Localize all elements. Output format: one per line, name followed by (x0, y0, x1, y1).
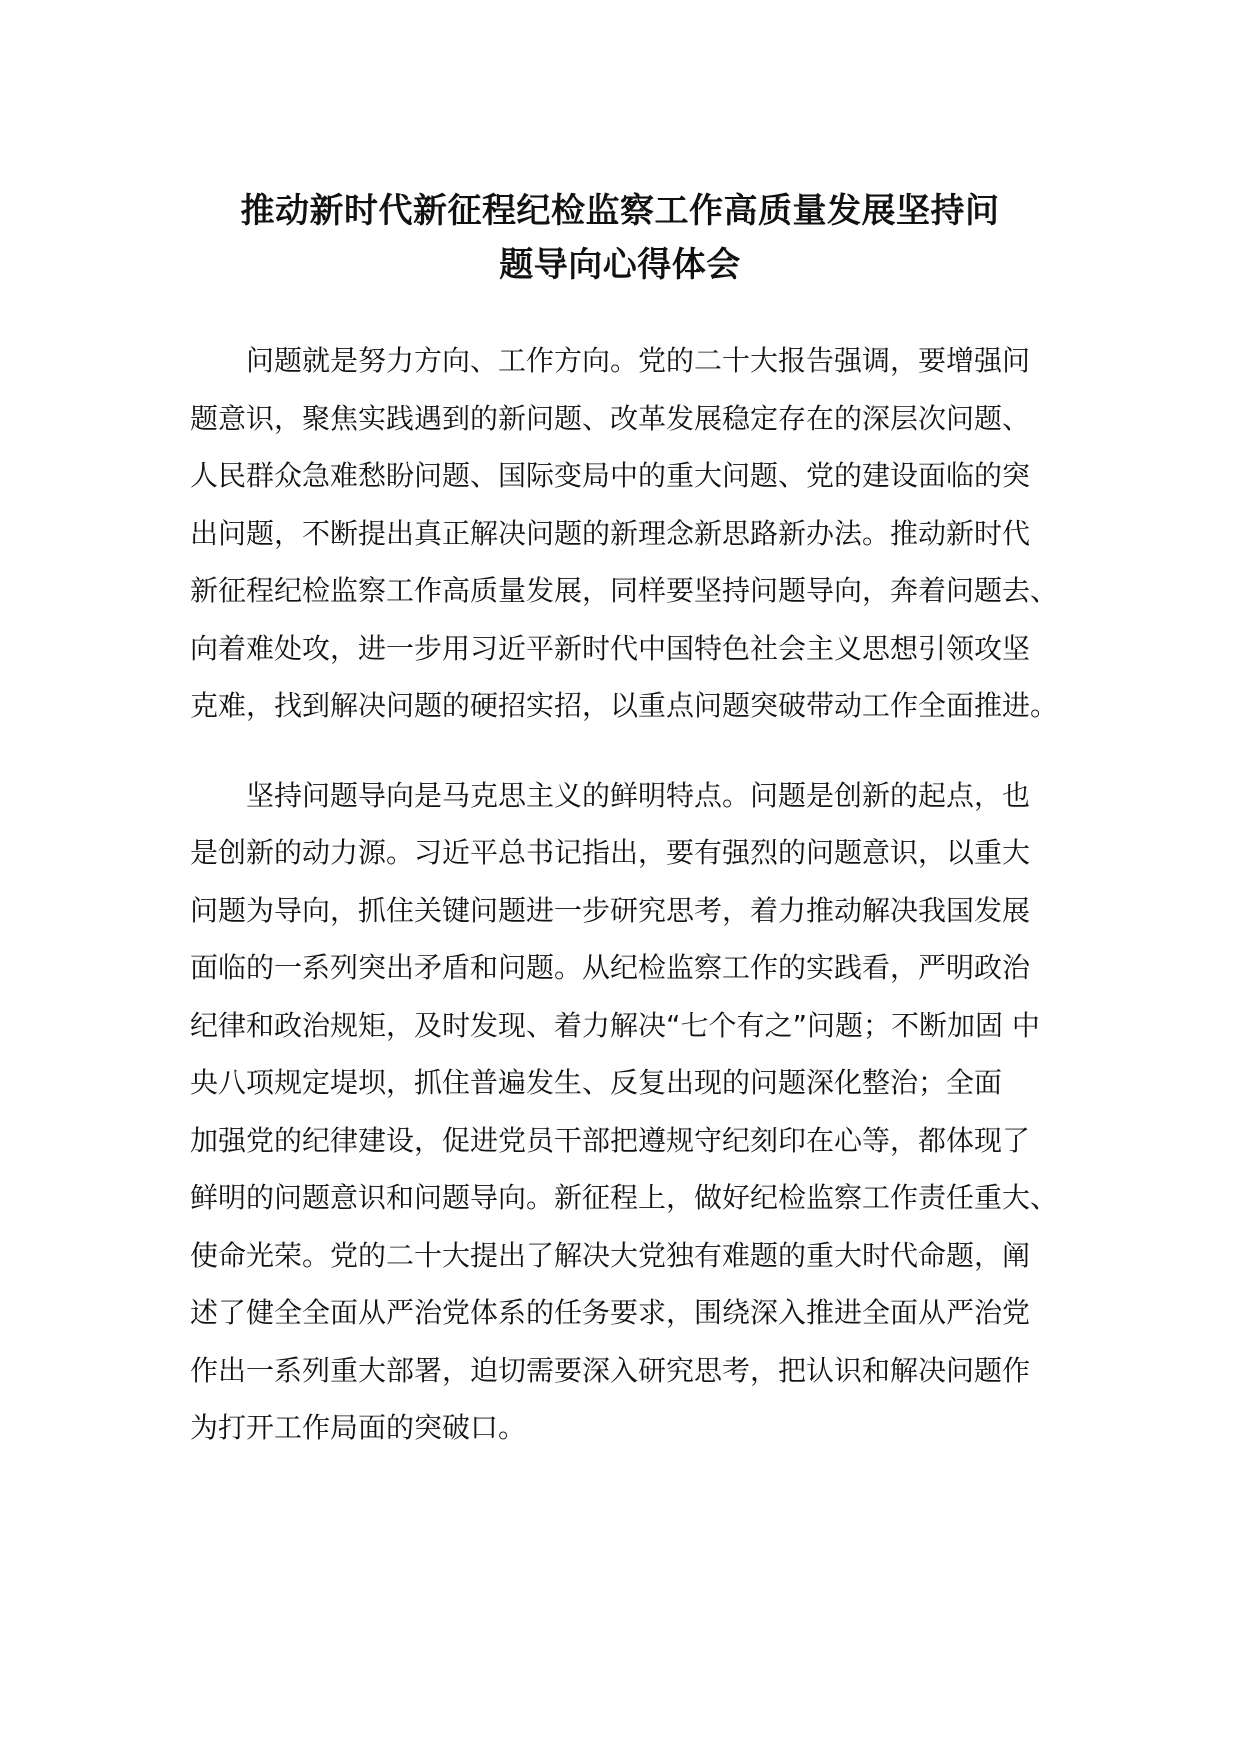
paragraph-line: 纪律和政治规矩，及时发现、着力解决“七个有之”问题；不断加固 中 (190, 1008, 1040, 1042)
paragraph-line: 人民群众急难愁盼问题、国际变局中的重大问题、党的建设面临的突 (190, 459, 1031, 492)
paragraph-line: 题意识，聚焦实践遇到的新问题、改革发展稳定存在的深层次问题、 (190, 401, 1031, 435)
paragraph-line: 新征程纪检监察工作高质量发展，同样要坚持问题导向，奔着问题去、 (190, 574, 1059, 607)
paragraph-line: 作出一系列重大部署，迫切需要深入研究思考，把认识和解决问题作 (190, 1353, 1031, 1387)
title-line-1: 推动新时代新征程纪检监察工作高质量发展坚持问 (240, 191, 1000, 231)
paragraph-line: 央八项规定堤坝，抓住普遍发生、反复出现的问题深化整治；全面 (190, 1066, 1003, 1099)
paragraph-line: 问题就是努力方向、工作方向。党的二十大报告强调，要增强问 (246, 344, 1031, 377)
document-title (190, 184, 1050, 292)
paragraph-line: 问题为导向，抓住关键问题进一步研究思考，着力推动解决我国发展 (190, 893, 1031, 927)
paragraph-line: 为打开工作局面的突破口。 (190, 1411, 527, 1444)
paragraph-line: 是创新的动力源。习近平总书记指出，要有强烈的问题意识，以重大 (190, 836, 1031, 869)
paragraph-line: 克难，找到解决问题的硬招实招，以重点问题突破带动工作全面推进。 (190, 689, 1059, 722)
paragraph-2 (190, 767, 1070, 1457)
paragraph-1 (190, 332, 1070, 735)
paragraph-line: 向着难处攻，进一步用习近平新时代中国特色社会主义思想引领攻坚 (190, 631, 1031, 665)
paragraph-line: 面临的一系列突出矛盾和问题。从纪检监察工作的实践看，严明政治 (190, 951, 1031, 984)
title-line-2: 题导向心得体会 (499, 245, 741, 285)
paragraph-line: 述了健全全面从严治党体系的任务要求，围绕深入推进全面从严治党 (190, 1296, 1031, 1329)
document-body (190, 332, 1070, 1457)
paragraph-line: 坚持问题导向是马克思主义的鲜明特点。问题是创新的起点，也 (246, 778, 1031, 812)
paragraph-line: 使命光荣。党的二十大提出了解决大党独有难题的重大时代命题，阐 (190, 1238, 1031, 1272)
paragraph-line: 鲜明的问题意识和问题导向。新征程上，做好纪检监察工作责任重大、 (190, 1181, 1059, 1214)
paragraph-line: 出问题，不断提出真正解决问题的新理念新思路新办法。推动新时代 (190, 516, 1031, 550)
paragraph-line: 加强党的纪律建设，促进党员干部把遵规守纪刻印在心等，都体现了 (190, 1123, 1031, 1157)
